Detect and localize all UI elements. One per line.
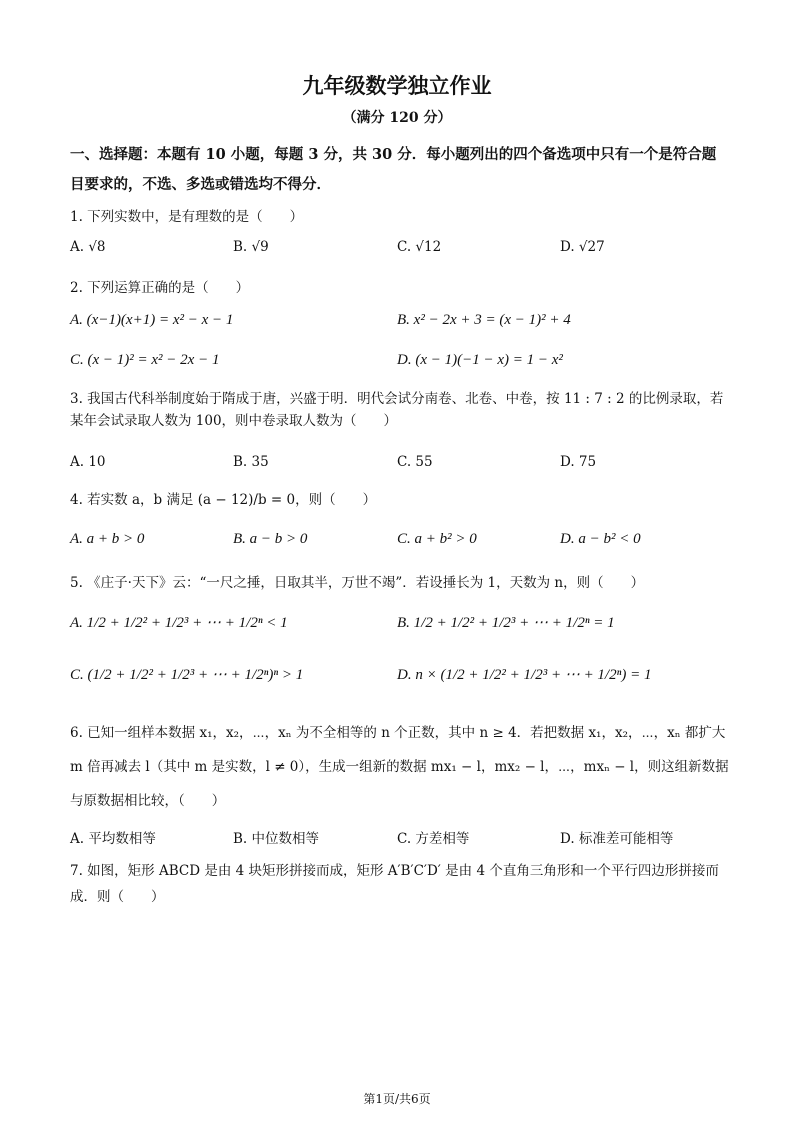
page-subtitle: （满分 120 分） <box>342 110 452 126</box>
question-3-option-c: C. 55 <box>397 454 433 470</box>
question-5-option-b: B. 1/2 + 1/2² + 1/2³ + ⋯ + 1/2ⁿ = 1 <box>397 615 615 631</box>
question-1-option-d: D. √27 <box>560 239 605 255</box>
question-2-option-d: D. (x − 1)(−1 − x) = 1 − x² <box>397 352 563 368</box>
question-1-option-a: A. √8 <box>70 239 106 255</box>
page-title: 九年级数学独立作业 <box>302 73 492 98</box>
question-5-option-c: C. (1/2 + 1/2² + 1/2³ + ⋯ + 1/2ⁿ)ⁿ > 1 <box>70 667 304 683</box>
page-number: 第1页/共6页 <box>363 1092 431 1106</box>
question-5-option-d: D. n × (1/2 + 1/2² + 1/2³ + ⋯ + 1/2ⁿ) = 1 <box>397 667 652 683</box>
question-1-option-c: C. √12 <box>397 239 442 255</box>
question-1-option-b: B. √9 <box>233 239 269 255</box>
question-4-option-b: B. a − b > 0 <box>233 531 308 547</box>
question-3-option-d: D. 75 <box>560 454 597 470</box>
question-4-option-a: A. a + b > 0 <box>70 531 145 547</box>
question-3-stem: 3. 我国古代科举制度始于隋成于唐，兴盛于明．明代会试分南卷、北卷、中卷，按 11 : 7 : 2 的比例录取，若某年会试录取人数为 100，则中卷录取人数为（ ） <box>70 391 724 429</box>
question-6-option-d: D. 标准差可能相等 <box>560 831 674 847</box>
question-3-option-a: A. 10 <box>70 454 106 470</box>
question-2-stem: 2. 下列运算正确的是（ ） <box>70 280 250 296</box>
question-4-option-c: C. a + b² > 0 <box>397 531 477 547</box>
question-4-option-d: D. a − b² < 0 <box>560 531 641 547</box>
question-6-option-c: C. 方差相等 <box>397 831 470 847</box>
question-2-option-c: C. (x − 1)² = x² − 2x − 1 <box>70 352 220 368</box>
question-5-option-a: A. 1/2 + 1/2² + 1/2³ + ⋯ + 1/2ⁿ < 1 <box>70 615 288 631</box>
section-heading: 一、选择题：本题有 10 小题，每题 3 分，共 30 分．每小题列出的四个备选项中只有一个是符合题目要求的，不选、多选或错选均不得分． <box>70 146 717 193</box>
question-2-option-a: A. (x−1)(x+1) = x² − x − 1 <box>70 312 234 328</box>
question-3-option-b: B. 35 <box>233 454 269 470</box>
question-6-option-b: B. 中位数相等 <box>233 831 320 847</box>
question-4-stem: 4. 若实数 a，b 满足 (a − 12)/b = 0，则（ ） <box>70 492 377 508</box>
question-6-option-a: A. 平均数相等 <box>70 831 156 847</box>
question-5-stem: 5. 《庄子·天下》云：“一尺之捶，日取其半，万世不竭”．若设捶长为 1，天数为 n，则（ ） <box>70 575 645 591</box>
question-6-stem: 6. 已知一组样本数据 x₁，x₂，⋯，xₙ 为不全相等的 n 个正数，其中 n ≥ 4．若把数据 x₁，x₂，⋯，xₙ 都扩大 m 倍再减去 l（其中 m 是实数，l ≠ 0），生成一组新的数据 mx₁ − l，mx₂ − l，⋯，mxₙ − l，则这组新数据与原数据相比较，（ ） <box>70 725 729 809</box>
question-1-stem: 1. 下列实数中，是有理数的是（ ） <box>70 209 304 225</box>
question-2-option-b: B. x² − 2x + 3 = (x − 1)² + 4 <box>397 312 571 328</box>
question-7-stem: 7. 如图，矩形 ABCD 是由 4 块矩形拼接而成，矩形 A′B′C′D′ 是由 4 个直角三角形和一个平行四边形拼接而成．则（ ） <box>70 863 719 905</box>
